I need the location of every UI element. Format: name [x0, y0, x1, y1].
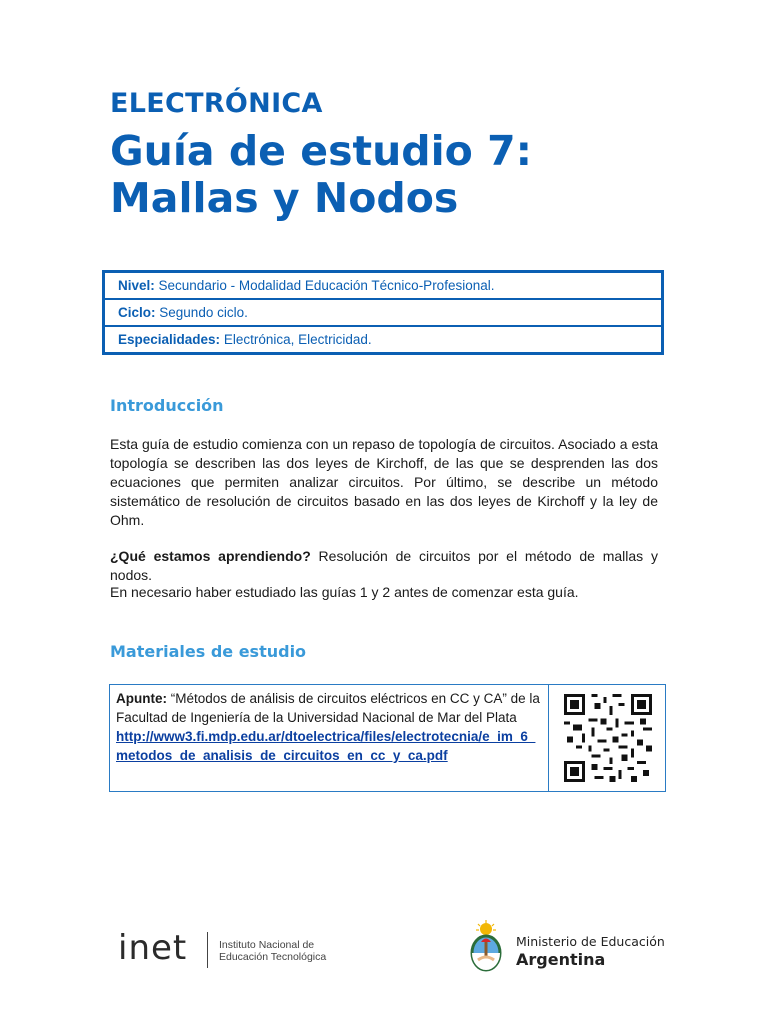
question-label: ¿Qué estamos aprendiendo? [110, 548, 311, 564]
info-row-especialidades [105, 325, 661, 352]
intro-paragraph: Esta guía de estudio comienza con un repaso de topología de circuitos. Asociado a esta topología se describen las dos leyes de Kirchoff, de las que se desprenden las dos ecuaciones que permiten analizar circuitos. Por último, se describe un método sistemático de resolución de circuitos basado en las dos leyes de Kirchoff y la ley de Ohm. [110, 436, 658, 528]
info-table [102, 270, 664, 355]
footer-separator [207, 932, 208, 968]
title-line-1: Guía de estudio 7: [110, 127, 533, 175]
nivel-value: Secundario - Modalidad Educación Técnico-Profesional. [158, 278, 495, 293]
country-name: Argentina [516, 950, 606, 969]
apunte-description: “Métodos de análisis de circuitos eléctricos en CC y CA” de la Facultad de Ingeniería de la Universidad Nacional de Mar del Plata [116, 691, 540, 725]
title-line-2: Mallas y Nodos [110, 174, 459, 222]
question-text: Resolución de circuitos por el método de mallas y nodos. [110, 548, 658, 583]
info-row-ciclo [105, 298, 661, 325]
inet-logo: inet [118, 928, 188, 968]
materials-text [116, 689, 544, 765]
page-title [110, 128, 532, 222]
nivel-label: Nivel: [118, 278, 155, 293]
apunte-link[interactable]: http://www3.fi.mdp.edu.ar/dtoelectrica/files/electrotecnia/e_im_6_metodos_de_analisis_de_circuitos_en_cc_y_ca.pdf [116, 729, 536, 763]
ciclo-label: Ciclo: [118, 305, 156, 320]
materials-box [109, 684, 666, 792]
prerequisite-text: En necesario haber estudiado las guías 1 y 2 antes de comenzar esta guía. [110, 584, 579, 600]
especialidades-value: Electrónica, Electricidad. [223, 332, 372, 347]
materials-divider [548, 685, 549, 791]
inet-name-line-1: Instituto Nacional de [219, 939, 315, 951]
intro-heading: Introducción [110, 396, 224, 415]
inet-institution-name [219, 939, 326, 963]
qr-code-icon [561, 694, 655, 782]
apunte-label: Apunte: [116, 691, 167, 706]
learning-question [110, 547, 658, 585]
argentina-coat-of-arms-icon [463, 920, 509, 976]
ciclo-value: Segundo ciclo. [159, 305, 248, 320]
inet-name-line-2: Educación Tecnológica [219, 951, 327, 963]
ministry-name: Ministerio de Educación [516, 934, 665, 949]
info-row-nivel [105, 273, 661, 298]
especialidades-label: Especialidades: [118, 332, 221, 347]
kicker-title: ELECTRÓNICA [110, 88, 323, 119]
materials-heading: Materiales de estudio [110, 642, 307, 661]
